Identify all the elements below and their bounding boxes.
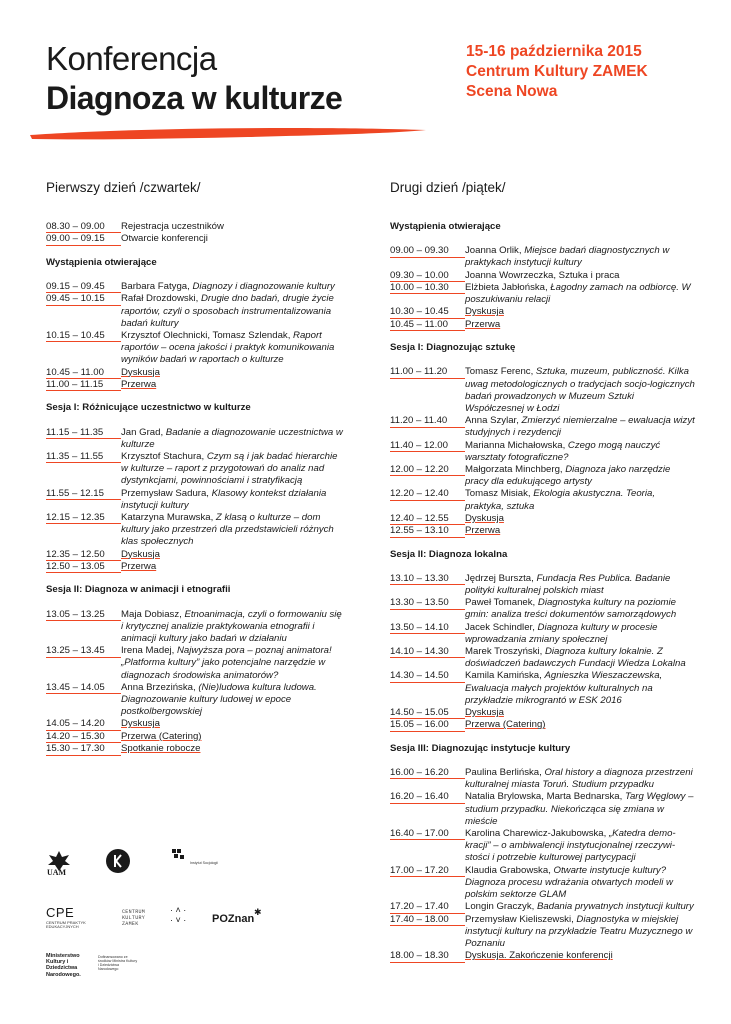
schedule-time: 13.05 – 13.25 (46, 609, 121, 621)
break-label: Przerwa (Catering) (465, 719, 546, 731)
talk-title: Z klasą o kulturze – dom kultury jako przestrzeń dla przedstawicieli różnych klas społecznych (121, 512, 334, 548)
schedule-time: 11.00 – 11.15 (46, 379, 121, 391)
talk-title: Diagnostyka kultury na poziomie gmin: analiza treści dokumentów samorządowych (465, 597, 677, 621)
schedule-time: 18.00 – 18.30 (390, 950, 465, 962)
speaker: Jan Grad, (121, 426, 166, 438)
break-label: Przerwa (121, 378, 157, 390)
schedule-row (390, 282, 695, 306)
poznan-logo: POZnan (212, 913, 255, 925)
speaker: Jędrzej Bursztа, (465, 572, 537, 584)
schedule-row (390, 950, 695, 962)
schedule-time: 12.15 – 12.35 (46, 512, 121, 524)
schedule-row (390, 415, 695, 439)
ckz-logo: CENTRUM KULTURY ZAMEK (122, 909, 146, 927)
schedule-description (121, 549, 346, 561)
schedule-row (390, 488, 695, 512)
schedule-time: 13.50 – 14.10 (390, 622, 465, 634)
schedule-description (465, 670, 695, 707)
schedule-row (390, 901, 695, 913)
ministry-logo: Ministerstwo Kultury i Dziedzictwa Narodowego. (46, 953, 81, 978)
session-title: Sesja II: Diagnoza lokalna (390, 548, 508, 560)
speaker: Longin Graczyk, (465, 901, 537, 913)
speaker: Maja Dobiasz, (121, 608, 185, 620)
speaker: Krzysztof Stachura, (121, 450, 207, 462)
schedule-description (121, 221, 346, 233)
speaker: Małgorzata Minchberg, (465, 464, 566, 476)
talk-title: Sztuka, muzeum, publiczność. Kilka uwag metodologicznych o tradycjach socjo-logicznych badań prowadzonych w Muzeum Sztuki Współczesnej w Łodzi (465, 366, 695, 414)
schedule-row (390, 597, 695, 621)
schedule-row (46, 281, 346, 293)
break-label: Spotkanie robocze (121, 743, 201, 755)
schedule-description (465, 707, 695, 719)
session-title: Sesja II: Diagnoza w animacji i etnografii (46, 584, 231, 596)
event-venue: Centrum Kultury ZAMEK (466, 63, 648, 80)
sociology-institute-logo (172, 849, 186, 861)
schedule-row (46, 682, 346, 719)
schedule-description (465, 440, 695, 464)
schedule-time: 11.40 – 12.00 (390, 440, 465, 452)
schedule-row (46, 731, 346, 743)
schedule-time: 11.00 – 11.20 (390, 366, 465, 378)
schedule-row (46, 743, 346, 755)
schedule-time: 11.20 – 11.40 (390, 415, 465, 427)
speaker: Tomasz Misiak, (465, 488, 534, 500)
speaker: Elżbieta Jabłońska, (465, 282, 551, 293)
conference-title-line2: Diagnoza w kulturze (46, 80, 343, 116)
schedule-description (465, 306, 695, 318)
talk-title: Diagnoza kultury w procesie wprowadzania zmiany społecznej (465, 621, 658, 645)
talk-title: Badania prywatnych instytucji kultury (537, 901, 694, 913)
speaker: Irena Madej, (121, 645, 177, 657)
schedule-row (390, 707, 695, 719)
schedule-row (390, 464, 695, 488)
uam-logo-text: UAM (47, 868, 67, 877)
schedule-time: 14.20 – 15.30 (46, 731, 121, 743)
schedule-time: 15.05 – 16.00 (390, 719, 465, 731)
cpe-logo: CPE (46, 905, 75, 920)
speaker: Tomasz Ferenc, (465, 366, 536, 378)
schedule-description (465, 488, 695, 512)
schedule-row (46, 512, 346, 549)
schedule-description (465, 415, 695, 439)
schedule-row (390, 719, 695, 731)
speaker: Krzysztof Olechnicki, Tomasz Szlendak, (121, 329, 294, 341)
schedule-time: 16.40 – 17.00 (390, 828, 465, 840)
schedule-time: 09.15 – 09.45 (46, 281, 121, 293)
schedule-row (390, 245, 695, 269)
talk-title: Oral history a diagnoza przestrzeni kulturalnej miasta Toruń. Studium przypadku (465, 767, 693, 791)
schedule-description (121, 645, 346, 682)
talk-title: Miejsce badań diagnostycznych w praktykach instytucji kultury (465, 245, 670, 269)
speaker: Otwarcie konferencji (121, 233, 208, 245)
schedule-row (46, 645, 346, 682)
schedule-row (390, 525, 695, 537)
schedule-description (121, 731, 346, 743)
break-label: Dyskusja (465, 512, 504, 524)
schedule-time: 12.55 – 13.10 (390, 525, 465, 537)
schedule-time: 17.20 – 17.40 (390, 901, 465, 913)
schedule-time: 13.10 – 13.30 (390, 573, 465, 585)
schedule-description (465, 525, 695, 537)
speaker: Jacek Schindler, (465, 621, 538, 633)
break-label: Przerwa (465, 525, 501, 537)
schedule-row (390, 828, 695, 865)
talk-title: Diagnoza kultury lokalnie. Z doświadczeń badawczych Fundacji Wiedza Lokalna (465, 646, 686, 670)
break-label: Dyskusja (465, 306, 504, 318)
schedule-time: 14.10 – 14.30 (390, 646, 465, 658)
talk-title: Klasowy kontekst działania instytucji kultury (121, 487, 327, 511)
speaker: Klaudia Grabowska, (465, 864, 554, 876)
schedule-row (46, 221, 346, 233)
talk-title: Najwyższa pora – poznaj animatora! „Platforma kultury” jako potencjalne narzędzie w diagnozach środowiska animatorów? (121, 645, 332, 681)
schedule-row (46, 293, 346, 330)
schedule-description (465, 464, 695, 488)
schedule-time: 10.45 – 11.00 (390, 319, 465, 331)
brush-stroke-divider (28, 122, 428, 144)
break-label: Przerwa (Catering) (121, 730, 202, 742)
break-label: Dyskusja (121, 366, 160, 378)
schedule-row (46, 330, 346, 367)
schedule-time: 12.40 – 12.55 (390, 513, 465, 525)
schedule-row (46, 379, 346, 391)
day1-title: Pierwszy dzień /czwartek/ (46, 180, 201, 195)
schedule-row (46, 609, 346, 646)
break-label: Przerwa (121, 561, 157, 572)
schedule-description (465, 950, 695, 962)
schedule-description (121, 293, 346, 330)
poznan-star-icon: ✱ (254, 907, 262, 917)
session-title: Sesja I: Diagnozując sztukę (390, 342, 516, 354)
schedule-time: 13.25 – 13.45 (46, 645, 121, 657)
schedule-description (121, 281, 346, 293)
talk-title: Diagnoza jako narzędzie pracy dla edukującego artysty (465, 464, 671, 488)
event-info (466, 42, 648, 102)
schedule-description (121, 451, 346, 488)
schedule-time: 16.20 – 16.40 (390, 791, 465, 803)
talk-title: Czym są i jak badać hierarchie w kulturze – raport z przygotowań do analiz nad dystynkcjami, powinnościami i stratyfikacją (121, 450, 338, 487)
speaker: Joanna Orlik, (465, 245, 525, 257)
speaker: Karolina Charewicz-Jakubowska, (465, 828, 609, 840)
schedule-description (121, 682, 346, 719)
schedule-row (390, 622, 695, 646)
schedule-time: 08.30 – 09.00 (46, 221, 121, 233)
ibk-circle-logo (106, 849, 130, 873)
schedule-description (465, 622, 695, 646)
schedule-description (465, 719, 695, 731)
talk-title: Badanie a diagnozowanie uczestnictwa w kulturze (121, 426, 343, 450)
schedule-row (46, 561, 346, 573)
sociology-institute-text: Instytut Socjologii (190, 861, 218, 865)
day2-title: Drugi dzień /piątek/ (390, 180, 506, 195)
schedule-row (390, 670, 695, 707)
schedule-row (390, 646, 695, 670)
schedule-time: 13.45 – 14.05 (46, 682, 121, 694)
speaker: Przemysław Kieliszewski, (465, 913, 577, 925)
day2-schedule (390, 221, 695, 963)
talk-title: Targ Węglowy – studium przypadku. Niekończąca się zmiana w mieście (465, 791, 694, 827)
day1-schedule (46, 221, 346, 756)
session-title: Wystąpienia otwierające (390, 221, 501, 232)
talk-title: Otwarte instytucje kultury? Diagnoza procesu wdrażania otwartych modeli w polskim sektorze GLAM (465, 864, 673, 901)
schedule-description (121, 743, 346, 755)
talk-title: Łagodny zamach na odbiorcę. W poszukiwaniu relacji (465, 282, 691, 306)
schedule-time: 14.30 – 14.50 (390, 670, 465, 682)
schedule-row (390, 573, 695, 597)
talk-title: Agnieszka Wieszaczewska, Ewaluacja małych projektów kulturalnych na przykładzie mikrograntó w ESK 2016 (465, 670, 663, 706)
schedule-time: 12.20 – 12.40 (390, 488, 465, 500)
schedule-row (46, 451, 346, 488)
speaker: Katarzyna Murawska, (121, 512, 216, 523)
schedule-description (465, 366, 695, 415)
session-title: Sesja I: Różnicujące uczestnictwo w kulturze (46, 402, 251, 414)
event-stage: Scena Nowa (466, 83, 558, 100)
schedule-description (465, 914, 695, 951)
schedule-time: 13.30 – 13.50 (390, 597, 465, 609)
talk-title: Ekologia akustyczna. Teoria, praktyka, sztuka (465, 488, 656, 512)
schedule-time: 10.45 – 11.00 (46, 367, 121, 379)
talk-title: Raport raportów – ocena jakości i praktyk komunikowania wyników badań w raportach o kulturze (121, 329, 335, 366)
speaker: Paweł Tomanek, (465, 597, 538, 609)
break-label: Przerwa (465, 318, 501, 330)
talk-title: Fundacja Res Publica. Badanie polityki kulturalnej polskich miast (465, 572, 671, 597)
schedule-description (465, 270, 695, 282)
schedule-time: 11.35 – 11.55 (46, 451, 121, 463)
schedule-description (465, 828, 695, 865)
partner-logos (46, 845, 286, 985)
schedule-description (121, 609, 346, 646)
schedule-description (465, 282, 695, 306)
schedule-row (390, 319, 695, 331)
schedule-row (46, 718, 346, 730)
schedule-time: 10.15 – 10.45 (46, 330, 121, 342)
break-label: Dyskusja. Zakończenie konferencji (465, 950, 613, 962)
speaker: Kamila Kamińska, (465, 670, 545, 682)
talk-title: Zmierzyć niemierzalne – ewaluacja wizyt studyjnych i rezydencji (465, 415, 695, 439)
schedule-time: 11.55 – 12.15 (46, 488, 121, 500)
speaker: Przemysław Sadura, (121, 487, 212, 499)
ministry-note: Dofinansowano ze środków Ministra Kultury i Dziedzictwa Narodowego (98, 955, 138, 971)
schedule-description (121, 367, 346, 379)
schedule-row (390, 914, 695, 951)
schedule-description (121, 561, 346, 573)
schedule-description (121, 512, 346, 549)
speaker: Marianna Michałowska, (465, 439, 568, 451)
schedule-description (465, 245, 695, 269)
schedule-row (46, 488, 346, 512)
speaker: Marek Troszyński, (465, 646, 545, 658)
schedule-description (465, 767, 695, 791)
schedule-time: 09.00 – 09.15 (46, 233, 121, 245)
schedule-time: 12.35 – 12.50 (46, 549, 121, 561)
cpe-logo-subtitle: CENTRUM PRAKTYK EDUKACYJNYCH (46, 920, 86, 929)
schedule-row (46, 233, 346, 245)
speaker: Joanna Wowrzeczka, Sztuka i praca (465, 269, 620, 281)
talk-title: Drugie dno badań, drugie życie raportów, czyli o sposobach instrumentalizowania badań kultury (121, 293, 334, 329)
schedule-description (465, 646, 695, 670)
conference-title-line1: Konferencja (46, 40, 217, 77)
schedule-description (465, 791, 695, 828)
speaker: Anna Szylar, (465, 415, 522, 427)
break-label: Dyskusja (121, 718, 160, 730)
session-title: Sesja III: Diagnozując instytucje kultury (390, 742, 571, 754)
schedule-time: 17.00 – 17.20 (390, 865, 465, 877)
break-label: Dyskusja (465, 707, 504, 719)
schedule-time: 14.50 – 15.05 (390, 707, 465, 719)
schedule-row (390, 865, 695, 902)
speaker: Rejestracja uczestników (121, 221, 224, 232)
speaker: Rafał Drozdowski, (121, 293, 201, 305)
talk-title: (Nie)ludowa kultura ludowa. Diagnozowanie kultury ludowej w epoce postkolbergowskiej (121, 681, 317, 718)
schedule-time: 17.40 – 18.00 (390, 914, 465, 926)
session-title: Wystąpienia otwierające (46, 256, 157, 268)
schedule-description (121, 718, 346, 730)
schedule-time: 09.00 – 09.30 (390, 245, 465, 257)
schedule-row (390, 306, 695, 318)
ckz-mark-icon: · ˄ · · ˅ · (170, 905, 187, 925)
schedule-description (465, 865, 695, 902)
schedule-row (46, 427, 346, 451)
schedule-time: 11.15 – 11.35 (46, 427, 121, 439)
schedule-description (465, 573, 695, 597)
schedule-row (390, 270, 695, 282)
speaker: Natalia Brylowska, Marta Bednarska, (465, 791, 625, 803)
schedule-time: 15.30 – 17.30 (46, 743, 121, 755)
schedule-description (121, 233, 346, 245)
event-date: 15-16 października 2015 (466, 43, 642, 60)
schedule-time: 16.00 – 16.20 (390, 767, 465, 779)
talk-title: Etnoanimacja, czyli o formowaniu się i krytycznej analizie praktykowania etnografii i animacji kultury jako badań w działaniu (121, 608, 342, 644)
schedule-description (465, 597, 695, 621)
schedule-description (465, 901, 695, 913)
schedule-row (390, 366, 695, 415)
schedule-time: 14.05 – 14.20 (46, 718, 121, 730)
talk-title: Diagnostyka w miejskiej instytucji kultury na przykładzie Teatru Muzycznego w Poznaniu (465, 913, 693, 950)
schedule-time: 10.00 – 10.30 (390, 282, 465, 294)
schedule-time: 12.00 – 12.20 (390, 464, 465, 476)
schedule-row (390, 440, 695, 464)
schedule-time: 09.45 – 10.15 (46, 293, 121, 305)
speaker: Anna Brzezińska, (121, 681, 199, 693)
schedule-description (465, 319, 695, 331)
schedule-time: 10.30 – 10.45 (390, 306, 465, 318)
schedule-description (121, 427, 346, 451)
talk-title: Czego mogą nauczyć warsztaty fotograficzne? (465, 439, 661, 463)
speaker: Barbara Fatyga, (121, 280, 193, 292)
schedule-description (121, 330, 346, 367)
break-label: Dyskusja (121, 548, 160, 560)
schedule-row (390, 767, 695, 791)
schedule-row (46, 367, 346, 379)
schedule-row (390, 791, 695, 828)
schedule-description (121, 488, 346, 512)
schedule-row (390, 513, 695, 525)
talk-title: Diagnozy i diagnozowanie kultury (192, 280, 335, 292)
schedule-time: 12.50 – 13.05 (46, 561, 121, 573)
schedule-row (46, 549, 346, 561)
schedule-description (121, 379, 346, 391)
speaker: Paulina Berlińska, (465, 767, 545, 779)
schedule-time: 09.30 – 10.00 (390, 270, 465, 282)
schedule-description (465, 513, 695, 525)
talk-title: „Katedra demo-kracji” – o ambiwalencji instytucjonalnej rzeczywi-stości i potrzebie kulturowej partycypacji (465, 828, 676, 864)
